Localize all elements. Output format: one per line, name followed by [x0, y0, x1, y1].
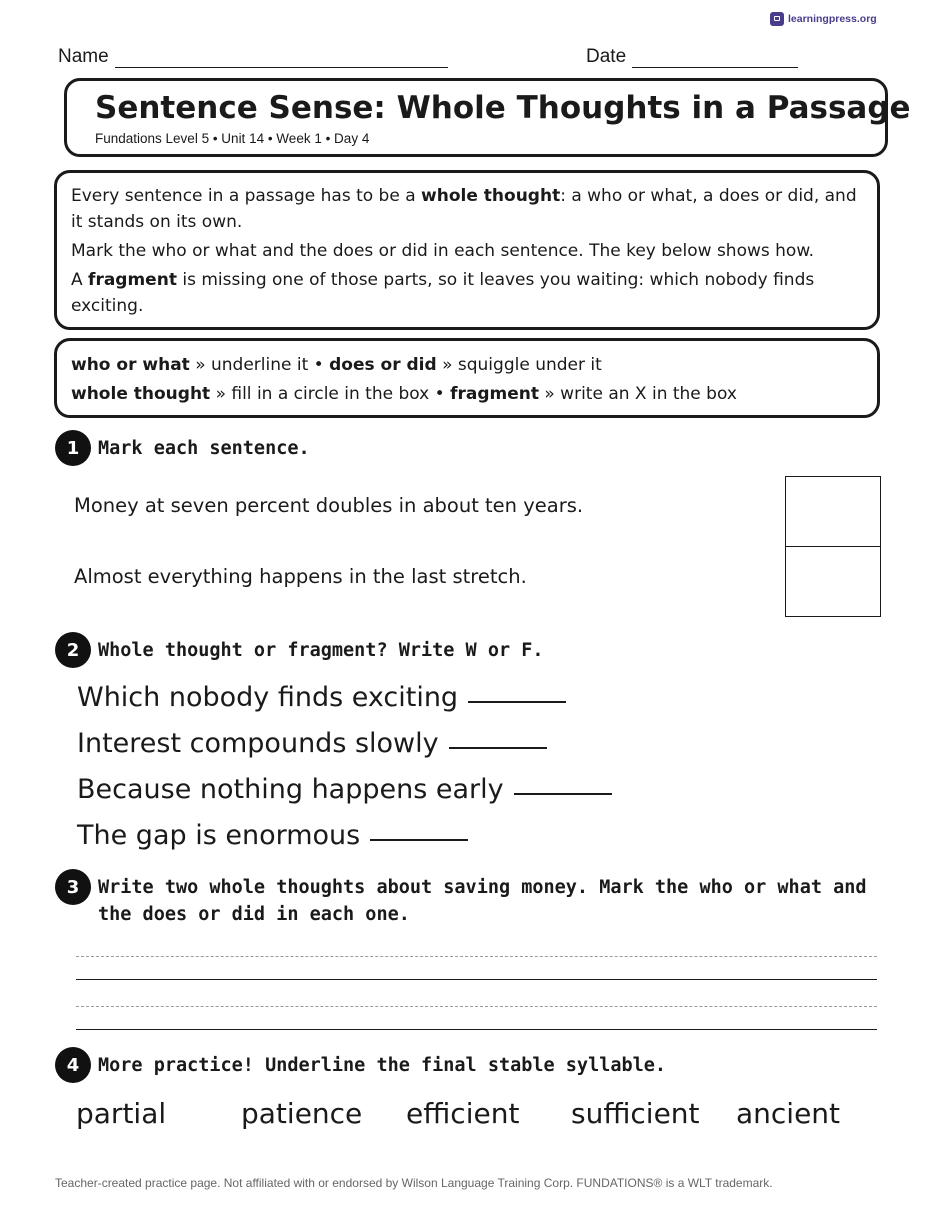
section-1-title: Mark each sentence.: [98, 438, 310, 459]
instruction-term: fragment: [88, 270, 177, 290]
wf-item-text: The gap is enormous: [77, 820, 361, 851]
wf-item-text: Which nobody finds exciting: [77, 682, 459, 713]
instruction-line-3: [71, 267, 865, 319]
section-3-number: 3: [55, 869, 91, 905]
date-label: Date: [586, 46, 627, 67]
answer-box-1[interactable]: [785, 476, 881, 547]
wf-item-text: Interest compounds slowly: [77, 728, 439, 759]
key-desc: » write an X in the box: [538, 384, 737, 404]
answer-blank[interactable]: [468, 701, 566, 703]
section-1-number: 1: [55, 430, 91, 466]
key-separator: •: [429, 384, 451, 404]
footer-disclaimer: Teacher-created practice page. Not affiliated with or endorsed by Wilson Language Training Corp. FUNDATIONS® is a WLT trademark.: [55, 1176, 773, 1190]
answer-blank[interactable]: [514, 793, 612, 795]
page-title: Sentence Sense: Whole Thoughts in a Passage: [95, 90, 911, 126]
wf-item: [77, 774, 612, 805]
name-field[interactable]: [58, 46, 448, 68]
wf-item: [77, 728, 547, 759]
writing-guide-line: [76, 956, 877, 957]
date-field[interactable]: [586, 46, 798, 68]
section-3-title: Write two whole thoughts about saving money. Mark the who or what and the does or did in each one.: [98, 877, 867, 925]
name-line[interactable]: [115, 49, 448, 68]
practice-word: ancient: [736, 1097, 841, 1130]
practice-word: partial: [76, 1097, 167, 1130]
key-term: does or did: [329, 355, 437, 375]
writing-guide-line: [76, 1006, 877, 1007]
key-box: [54, 338, 880, 418]
answer-box-2[interactable]: [785, 546, 881, 617]
section-2-number: 2: [55, 632, 91, 668]
key-separator: •: [308, 355, 330, 375]
brand-logo: [770, 12, 877, 26]
sentence-2: Almost everything happens in the last stretch.: [74, 565, 527, 588]
writing-base-line[interactable]: [76, 1029, 877, 1030]
date-line[interactable]: [632, 49, 798, 68]
key-term: fragment: [450, 384, 539, 404]
key-desc: » fill in a circle in the box: [210, 384, 430, 404]
page-subtitle: Fundations Level 5 • Unit 14 • Week 1 • Day 4: [95, 131, 370, 146]
practice-word: efficient: [406, 1097, 520, 1130]
book-icon: [770, 12, 784, 26]
instruction-text: A: [71, 270, 89, 290]
title-box: [64, 78, 911, 157]
instruction-text: Every sentence in a passage has to be a: [71, 186, 422, 206]
section-4-number: 4: [55, 1047, 91, 1083]
key-row-1: [71, 351, 865, 380]
key-desc: » squiggle under it: [436, 355, 602, 375]
instruction-term: whole thought: [421, 186, 561, 206]
practice-word: sufficient: [571, 1097, 700, 1130]
answer-blank[interactable]: [370, 839, 468, 841]
wf-item: [77, 820, 468, 851]
section-2-title: Whole thought or fragment? Write W or F.: [98, 640, 544, 661]
wf-item: [77, 682, 566, 713]
answer-blank[interactable]: [449, 747, 547, 749]
wf-item-text: Because nothing happens early: [77, 774, 504, 805]
instructions-box: [54, 170, 880, 330]
instruction-text: is missing one of those parts, so it leaves you waiting: which nobody finds exciting.: [71, 270, 815, 316]
sentence-1: Money at seven percent doubles in about ten years.: [74, 494, 584, 517]
key-term: who or what: [71, 355, 190, 375]
name-label: Name: [58, 46, 109, 67]
key-desc: » underline it: [189, 355, 309, 375]
instruction-text: : a who or what, a does or did, and it stands on its own.: [71, 186, 857, 232]
section-4-title: More practice! Underline the final stable syllable.: [98, 1055, 667, 1076]
instruction-line-2: Mark the who or what and the does or did in each sentence. The key below shows how.: [71, 241, 815, 261]
instruction-line-1: [71, 183, 865, 235]
writing-base-line[interactable]: [76, 979, 877, 980]
brand-name: learningpress.org: [788, 13, 877, 25]
practice-word: patience: [241, 1097, 363, 1130]
key-row-2: [71, 380, 865, 409]
key-term: whole thought: [71, 384, 211, 404]
